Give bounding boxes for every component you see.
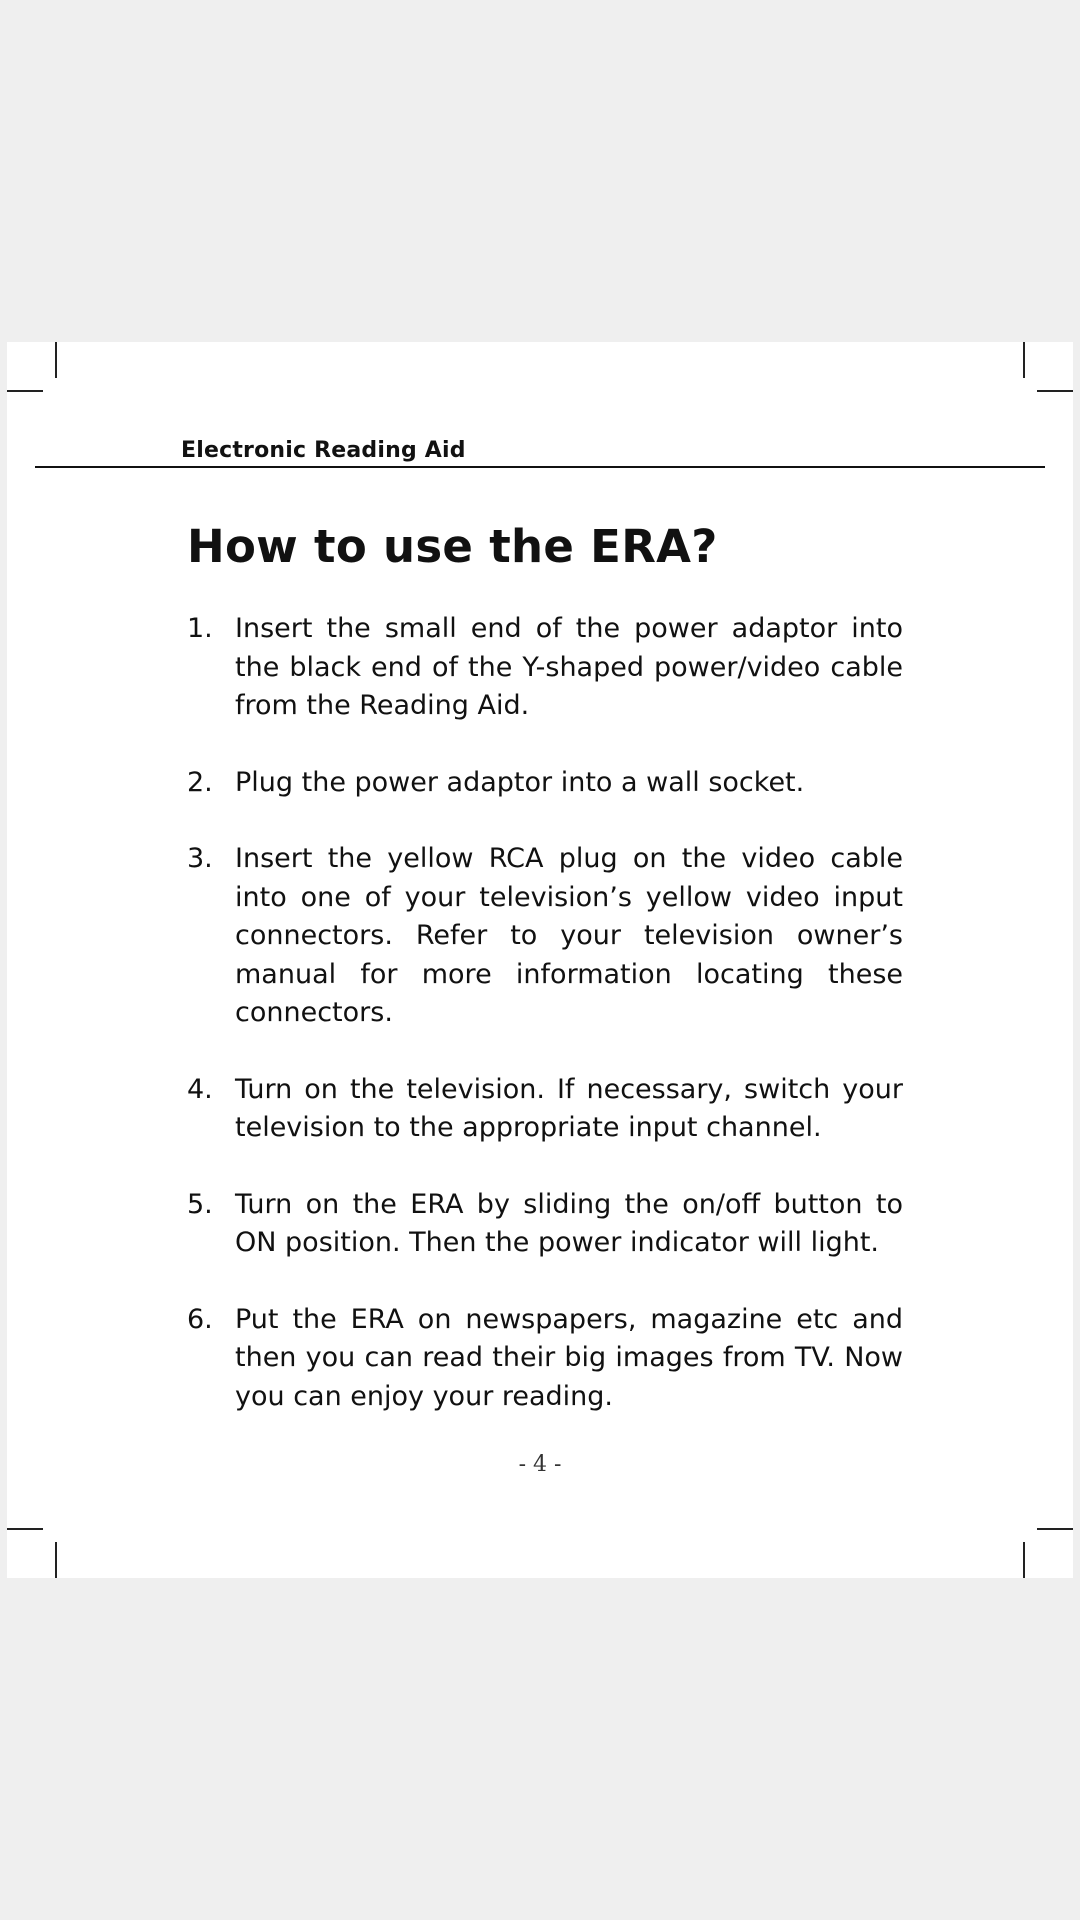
instruction-step-6 [187,1301,903,1417]
step-text: Turn on the television. If necessary, switch your television to the appropriate input channel. [235,1073,903,1143]
header-divider [35,466,1045,468]
step-number: 2. [187,766,213,798]
crop-mark-top-left-vertical [55,342,57,378]
crop-mark-bottom-left-vertical [55,1542,57,1578]
step-text: Insert the yellow RCA plug on the video cable into one of your television’s yellow video input connectors. Refer to your television owner’s manual for more information locating these connectors. [235,843,903,1028]
crop-mark-top-right-horizontal [1037,390,1073,392]
page-title: How to use the ERA? [187,520,718,573]
instruction-list [187,610,903,1454]
step-number: 6. [187,1303,213,1335]
page-number: - 4 - [518,1452,562,1477]
crop-mark-top-left-horizontal [7,390,43,392]
step-number: 4. [187,1073,213,1105]
step-number: 3. [187,843,213,874]
instruction-step-3 [187,840,903,1033]
instruction-step-5 [187,1186,903,1263]
step-text: Put the ERA on newspapers, magazine etc and then you can read their big images from TV. Now you can enjoy your reading. [235,1303,903,1412]
step-number: 1. [187,613,213,644]
instruction-step-4 [187,1071,903,1148]
step-text: Insert the small end of the power adaptor into the black end of the Y-shaped power/video cable from the Reading Aid. [235,613,903,721]
crop-mark-bottom-right-vertical [1023,1542,1025,1578]
crop-mark-bottom-left-horizontal [7,1528,43,1530]
crop-mark-top-right-vertical [1023,342,1025,378]
running-header: Electronic Reading Aid [181,438,466,463]
document-page [7,342,1073,1578]
step-number: 5. [187,1188,213,1220]
crop-mark-bottom-right-horizontal [1037,1528,1073,1530]
step-text: Turn on the ERA by sliding the on/off button to ON position. Then the power indicator will light. [235,1188,903,1258]
step-text: Plug the power adaptor into a wall socket. [235,766,805,798]
instruction-step-2 [187,764,903,803]
instruction-step-1 [187,610,903,726]
